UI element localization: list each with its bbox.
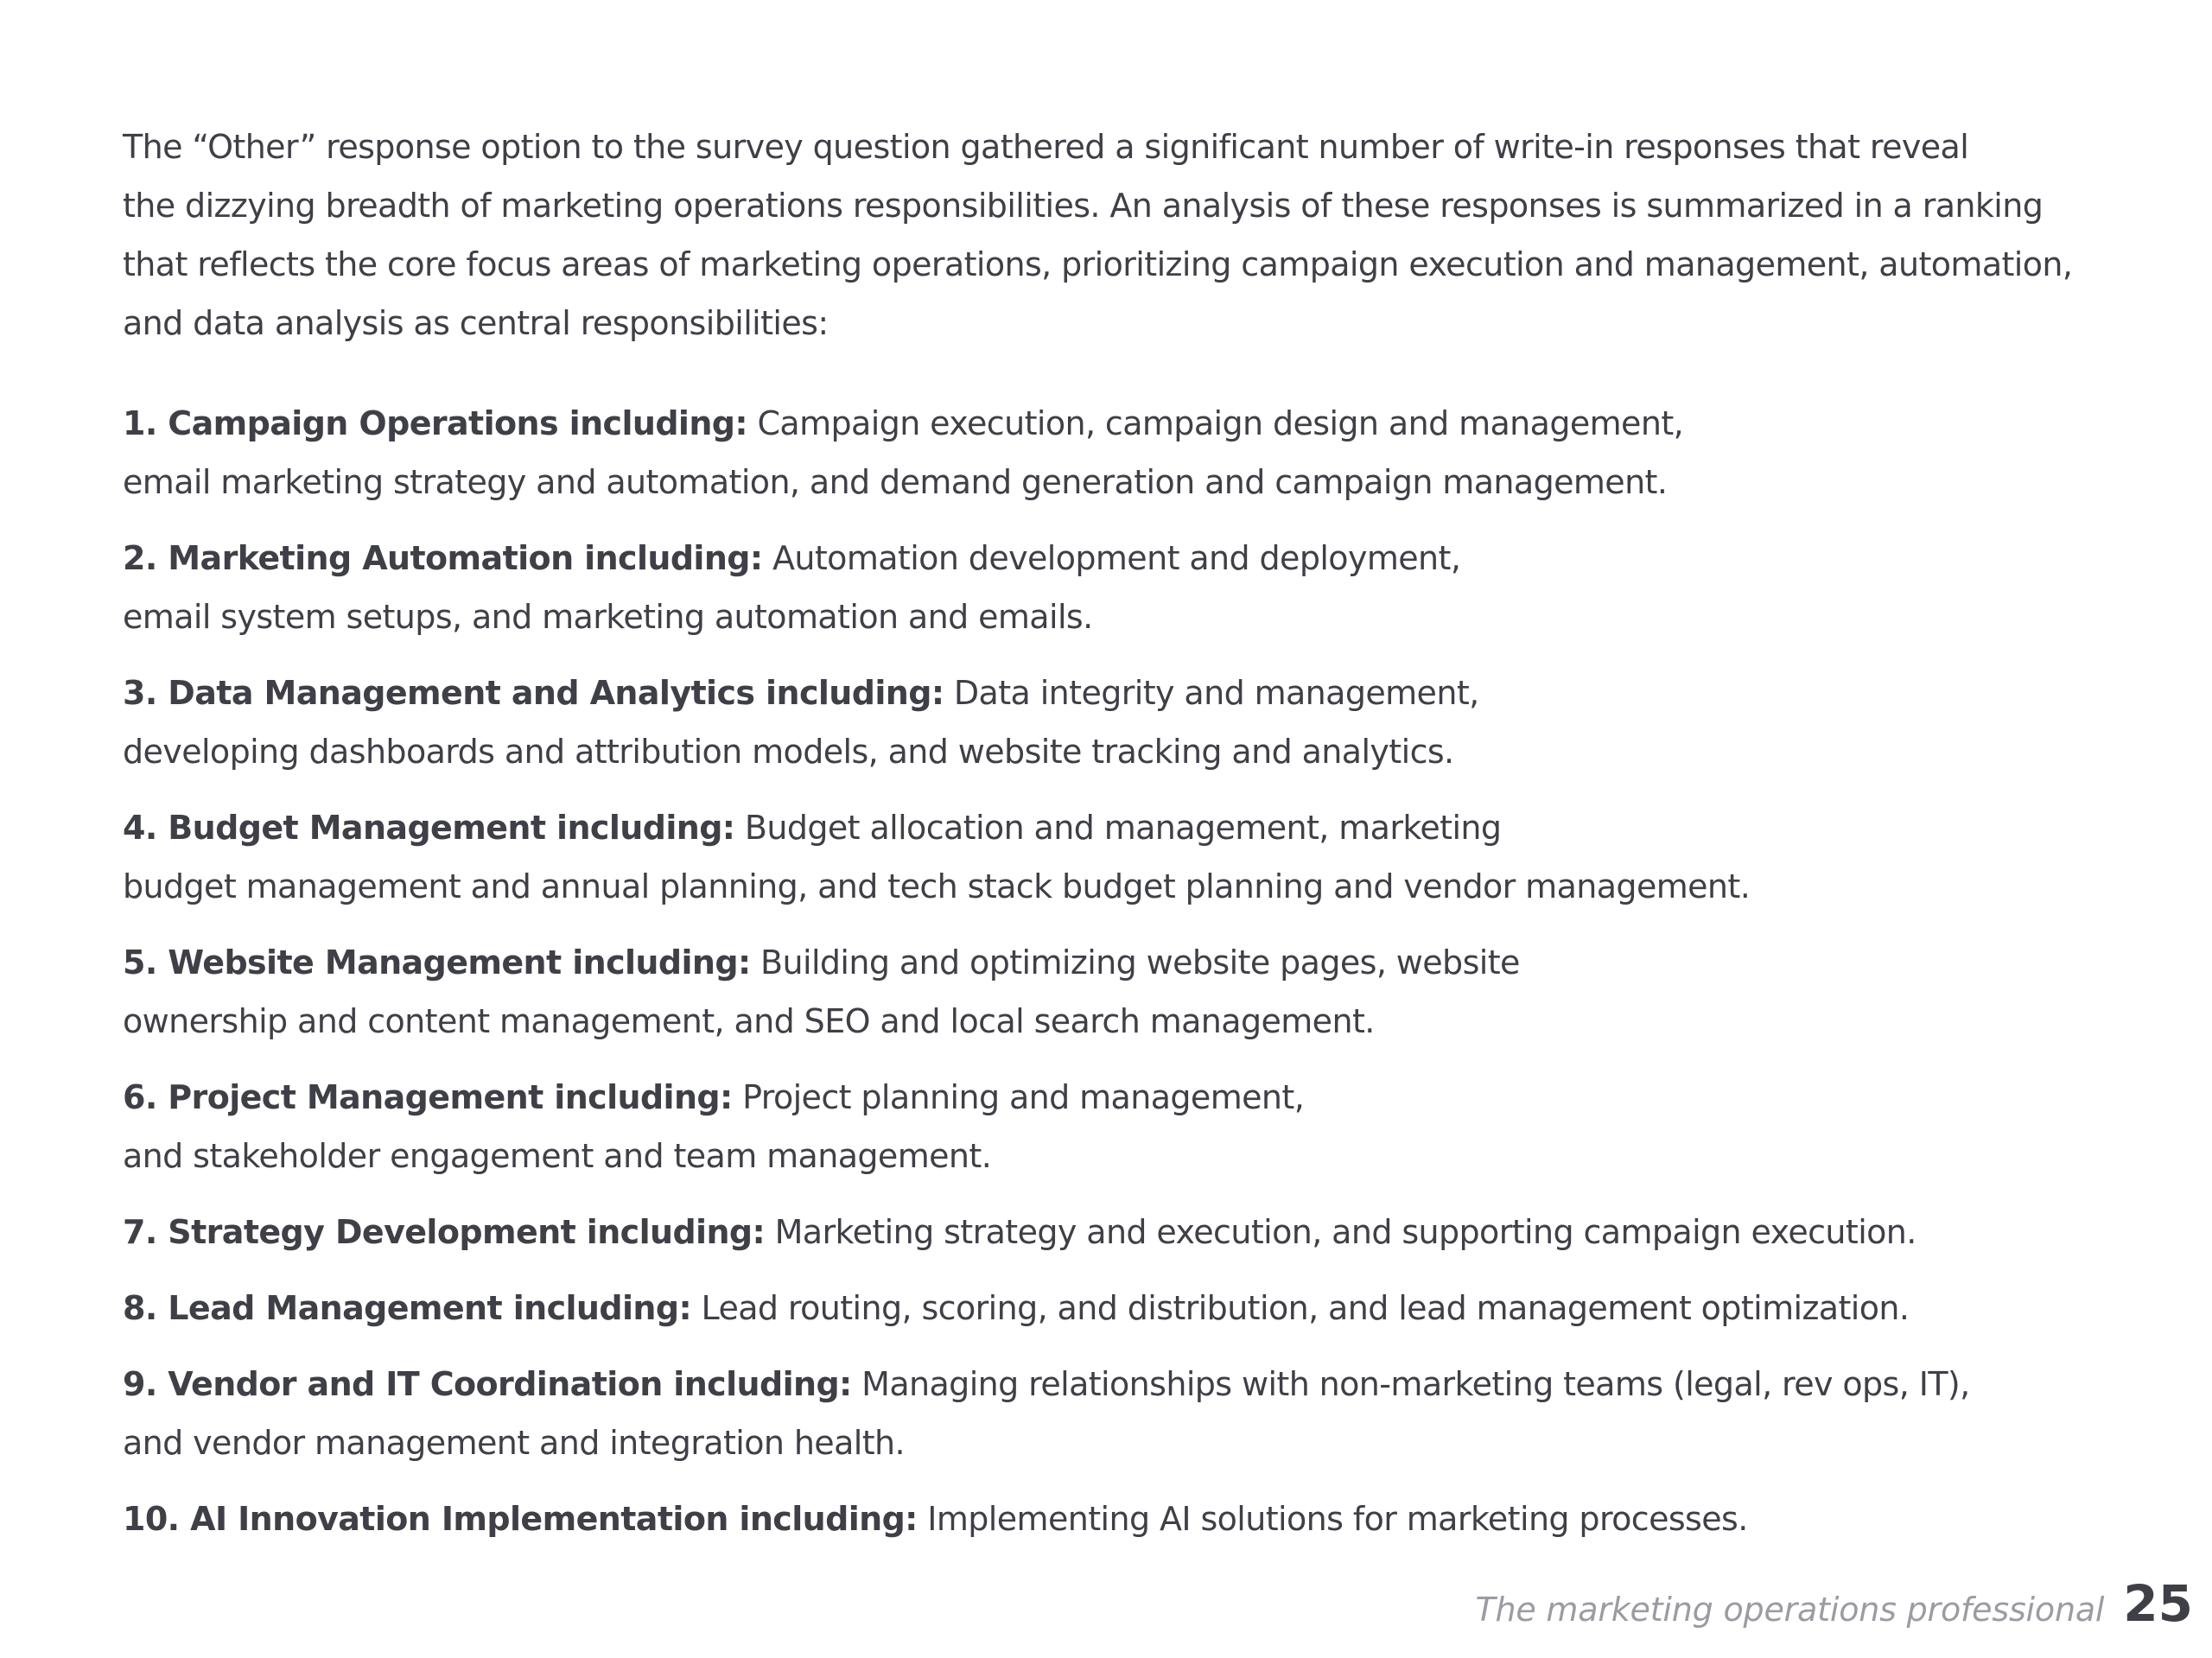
item-text: Project planning and management, xyxy=(732,1078,1305,1116)
item-heading: 4. Budget Management including: xyxy=(123,809,735,847)
item-text: email marketing strategy and automation, and demand generation and campaign management. xyxy=(123,463,1668,501)
item-heading: 10. AI Innovation Implementation including: xyxy=(123,1500,918,1538)
intro-paragraph xyxy=(123,118,2136,353)
item-text: Budget allocation and management, marketing xyxy=(734,809,1502,847)
item-text: Building and optimizing website pages, website xyxy=(750,943,1520,981)
page-number: 25 xyxy=(2123,1574,2193,1633)
item-text: budget management and annual planning, and tech stack budget planning and vendor management. xyxy=(123,867,1751,905)
item-text: Automation development and deployment, xyxy=(762,539,1461,577)
item-text: and vendor management and integration health. xyxy=(123,1424,905,1462)
list-item xyxy=(123,1203,2136,1261)
page-footer xyxy=(1475,1574,2193,1643)
item-heading: 3. Data Management and Analytics including: xyxy=(123,674,944,712)
responsibility-ranking-list xyxy=(123,394,2136,1566)
intro-line: The “Other” response option to the survey question gathered a significant number of write-in responses that reveal xyxy=(123,128,1969,166)
intro-line: that reflects the core focus areas of marketing operations, prioritizing campaign execution and management, automation, xyxy=(123,245,2073,283)
item-heading: 1. Campaign Operations including: xyxy=(123,404,748,442)
item-text: developing dashboards and attribution models, and website tracking and analytics. xyxy=(123,733,1454,771)
item-text: Campaign execution, campaign design and management, xyxy=(747,404,1684,442)
item-text: ownership and content management, and SEO and local search management. xyxy=(123,1002,1375,1040)
intro-line: the dizzying breadth of marketing operations responsibilities. An analysis of these responses is summarized in a ranking xyxy=(123,187,2044,225)
list-item xyxy=(123,1068,2136,1185)
list-item xyxy=(123,394,2136,511)
item-text: Implementing AI solutions for marketing processes. xyxy=(917,1500,1748,1538)
list-item xyxy=(123,529,2136,646)
list-item xyxy=(123,1279,2136,1337)
list-item xyxy=(123,1355,2136,1472)
list-item xyxy=(123,664,2136,781)
item-heading: 2. Marketing Automation including: xyxy=(123,539,763,577)
item-text: Lead routing, scoring, and distribution, and lead management optimization. xyxy=(691,1289,1910,1327)
list-item xyxy=(123,1490,2136,1548)
item-text: Managing relationships with non-marketing teams (legal, rev ops, IT), xyxy=(851,1365,1970,1403)
list-item xyxy=(123,798,2136,916)
item-text: Marketing strategy and execution, and supporting campaign execution. xyxy=(765,1213,1916,1251)
item-heading: 5. Website Management including: xyxy=(123,943,751,981)
item-heading: 9. Vendor and IT Coordination including: xyxy=(123,1365,852,1403)
list-item xyxy=(123,933,2136,1051)
item-heading: 8. Lead Management including: xyxy=(123,1289,692,1327)
item-heading: 7. Strategy Development including: xyxy=(123,1213,766,1251)
footer-title: The marketing operations professional xyxy=(1475,1591,2105,1629)
item-text: Data integrity and management, xyxy=(944,674,1479,712)
item-heading: 6. Project Management including: xyxy=(123,1078,733,1116)
item-text: and stakeholder engagement and team management. xyxy=(123,1137,992,1175)
intro-line: and data analysis as central responsibilities: xyxy=(123,304,829,342)
item-text: email system setups, and marketing automation and emails. xyxy=(123,598,1093,636)
